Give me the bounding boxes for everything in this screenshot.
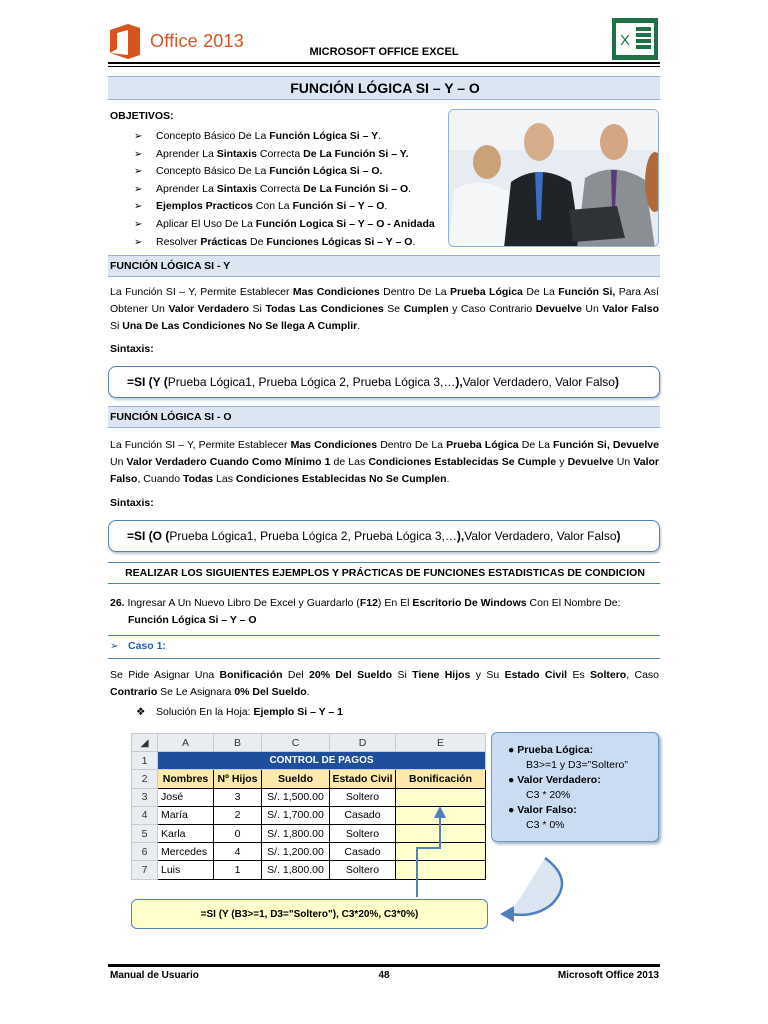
text-run: Aprender La (156, 182, 217, 195)
text-run: Bonificación (219, 669, 283, 681)
office-logo-text: Office 2013 (150, 30, 244, 51)
text-run: Devuelve (567, 456, 614, 468)
practice-heading: REALIZAR LOS SIGUIENTES EJEMPLOS Y PRÁCTICAS DE FUNCIONES ESTADISTICAS DE CONDICION (125, 567, 645, 579)
prueba-label: Prueba Lógica: (517, 744, 594, 756)
text-run: F12 (359, 597, 378, 609)
formula-box (131, 899, 488, 929)
section-title-si-y: FUNCIÓN LÓGICA SI - Y (110, 260, 231, 272)
text-run: Un (581, 303, 603, 315)
column-header[interactable]: B (214, 734, 262, 752)
text-run: . (412, 235, 416, 248)
text-run: . (378, 130, 382, 142)
text-run: Un (110, 456, 127, 468)
text-run: De La (518, 439, 554, 451)
salary-cell[interactable]: S/. 1,800.00 (262, 824, 330, 842)
falso-label: Valor Falso: (517, 804, 577, 816)
section-title-si-o: FUNCIÓN LÓGICA SI - O (110, 411, 232, 423)
salary-cell[interactable]: S/. 1,800.00 (262, 861, 330, 879)
text-run: Prueba Lógica (450, 286, 523, 298)
syntax-label-y: Sintaxis: (110, 343, 154, 355)
logic-callout (491, 732, 659, 842)
text-run: Dentro De La (379, 286, 451, 298)
header-cell[interactable]: Estado Civil (330, 770, 396, 788)
text-run: Contrario (110, 686, 158, 698)
text-run: Concepto Básico De La (156, 165, 270, 178)
text-run: Función Lógica Si – O. (269, 165, 383, 178)
column-header[interactable]: D (330, 734, 396, 752)
excel-icon-letter: X (620, 32, 631, 49)
text-run: ), (456, 529, 465, 543)
text-run: Valor Falso (110, 456, 659, 485)
text-run: Mas Condiciones (292, 286, 380, 298)
text-run: . (446, 473, 450, 485)
falso-value: C3 * 0% (526, 819, 565, 831)
formula-text: =SI (Y (B3>=1, D3="Soltero"), C3*20%, C3*0%) (200, 908, 419, 920)
text-run: y Caso Contrario (448, 303, 536, 315)
text-run: De La (522, 286, 559, 298)
text-run: La Función SI – Y, Permite Establecer (110, 439, 291, 451)
text-run: Todas Las Condiciones (265, 303, 384, 315)
text-run: Estado Civil (504, 669, 568, 681)
text-run: Devuelve (535, 303, 582, 315)
text-run: Devuelve (609, 439, 659, 451)
header-cell[interactable]: Nombres (158, 770, 214, 788)
row-header[interactable]: 6 (132, 843, 158, 861)
text-run: . (357, 320, 361, 332)
text-run: Prueba Lógica (446, 439, 519, 451)
text-run: ) En El (377, 597, 413, 609)
row-header[interactable]: 4 (132, 806, 158, 824)
name-cell[interactable]: Mercedes (158, 843, 214, 861)
text-run: , Caso (626, 669, 659, 681)
text-run: ) (616, 529, 621, 543)
civil-status-cell[interactable]: Soltero (330, 861, 396, 879)
verdadero-label: Valor Verdadero: (517, 774, 601, 786)
arrowhead-bullet-icon: ➢ (110, 640, 119, 652)
civil-status-cell[interactable]: Soltero (330, 824, 396, 842)
text-run: Una De Las Condiciones No Se llega A Cumplir (122, 320, 358, 332)
text-run: Si (110, 320, 123, 332)
column-header[interactable]: E (396, 734, 486, 752)
column-header[interactable]: A (158, 734, 214, 752)
text-run: Correcta (257, 147, 304, 160)
text-run: Del (282, 669, 310, 681)
text-run: Condiciones Establecidas No Se Cumplen (235, 473, 447, 485)
name-cell[interactable]: Luis (158, 861, 214, 879)
text-run: Con La (252, 200, 293, 213)
text-run: Función Lógica Si – Y (269, 130, 379, 142)
text-run: Cumplen (403, 303, 449, 315)
arrowhead-bullet-icon: ➢ (134, 201, 143, 213)
children-cell[interactable]: 4 (214, 843, 262, 861)
text-run: Valor Verdadero Cuando Como Mínimo 1 (126, 456, 331, 468)
text-run: 20% Del Sueldo (309, 669, 393, 681)
page-number: 48 (378, 970, 390, 981)
text-run: Ingresar A Un Nuevo Libro De Excel y Guardarlo ( (124, 597, 360, 609)
four-diamond-bullet-icon: ❖ (136, 706, 146, 718)
children-cell[interactable]: 1 (214, 861, 262, 879)
header-cell[interactable]: Bonificación (396, 770, 486, 788)
text-run: De La Función Si – Y. (303, 147, 409, 160)
text-run: La Función SI – Y, Permite Establecer (110, 286, 293, 298)
text-run: ) (614, 375, 619, 389)
row-header[interactable]: 5 (132, 824, 158, 842)
caso-1-label: Caso 1: (128, 640, 166, 652)
bullet-dot-icon: ● (508, 744, 518, 756)
text-run: Función Si, (553, 439, 610, 451)
name-cell[interactable]: José (158, 788, 214, 806)
footer-left: Manual de Usuario (110, 970, 199, 981)
text-run: =SI (O ( (127, 529, 170, 543)
text-run: Prueba Lógica1, Prueba Lógica 2, Prueba Lógica 3,… (169, 529, 457, 543)
text-run: Un (613, 456, 634, 468)
text-run: Correcta (257, 182, 304, 195)
text-run: Valor Verdadero, Valor Falso (464, 529, 617, 543)
prueba-value: B3>=1 y D3=”Soltero” (526, 759, 628, 771)
footer-rule (108, 964, 660, 967)
header-cell[interactable]: Sueldo (262, 770, 330, 788)
arrowhead-bullet-icon: ➢ (134, 148, 143, 160)
footer-right: Microsoft Office 2013 (557, 970, 659, 981)
text-run: Función Si, (558, 286, 616, 298)
salary-cell[interactable]: S/. 1,500.00 (262, 788, 330, 806)
syntax-label-o: Sintaxis: (110, 497, 154, 509)
text-run: Valor Verdadero, Valor Falso (462, 375, 615, 389)
main-title: FUNCIÓN LÓGICA SI – Y – O (290, 80, 480, 96)
text-run: Funciones Lógicas Si – Y – O (266, 235, 413, 248)
text-run: De (247, 235, 267, 248)
text-run: Valor Falso (602, 303, 659, 315)
text-run: . (306, 686, 310, 698)
verdadero-value: C3 * 20% (526, 789, 571, 801)
solution-prefix: Solución En la Hoja: (156, 706, 254, 718)
arrowhead-bullet-icon: ➢ (134, 218, 143, 230)
text-run: Valor Verdadero (168, 303, 250, 315)
text-run: Soltero (590, 669, 627, 681)
text-run: Si (249, 303, 266, 315)
salary-cell[interactable]: S/. 1,700.00 (262, 806, 330, 824)
text-run: Aprender La (156, 147, 217, 160)
bullet-dot-icon: ● (508, 774, 518, 786)
text-run: Mas Condiciones (290, 439, 378, 451)
text-run: Todas (182, 473, 214, 485)
arrowhead-bullet-icon: ➢ (134, 166, 143, 178)
text-run: Función Lógica Si – Y – O (128, 614, 257, 626)
children-cell[interactable]: 3 (214, 788, 262, 806)
solution-sheet-name: Ejemplo Si – Y – 1 (253, 706, 343, 718)
salary-cell[interactable]: S/. 1,200.00 (262, 843, 330, 861)
text-run: Resolver (156, 235, 201, 248)
arrowhead-bullet-icon: ➢ (134, 236, 143, 248)
civil-status-cell[interactable]: Casado (330, 843, 396, 861)
text-run: . (384, 200, 388, 213)
text-run: Función Logica Si – Y – O - Anidada (255, 217, 435, 230)
header-title: MICROSOFT OFFICE EXCEL (309, 46, 459, 58)
text-run: Aplicar El Uso De La (156, 217, 256, 230)
row-header[interactable]: 7 (132, 861, 158, 879)
row-header[interactable]: 3 (132, 788, 158, 806)
row-header[interactable]: 2 (132, 770, 158, 788)
text-run: 26. (110, 597, 125, 609)
text-run: . (408, 182, 412, 195)
table-title-cell[interactable]: CONTROL DE PAGOS (158, 752, 486, 770)
column-header[interactable]: C (262, 734, 330, 752)
text-run: Las (213, 473, 236, 485)
text-run: Sintaxis (216, 182, 257, 195)
text-run: Es (567, 669, 591, 681)
text-run: 0% Del Sueldo (234, 686, 307, 698)
row-header[interactable]: 1 (132, 752, 158, 770)
text-run: Ejemplos Practicos (156, 200, 253, 213)
text-run: Se (383, 303, 404, 315)
text-run: Se Le Asignara (157, 686, 235, 698)
text-run: Condiciones Establecidas Se Cumple (368, 456, 557, 468)
text-run: Escritorio De Windows (412, 597, 527, 609)
header-cell[interactable]: Nº Hijos (214, 770, 262, 788)
text-run: ), (455, 375, 463, 389)
civil-status-cell[interactable]: Casado (330, 806, 396, 824)
text-run: =SI (Y ( (127, 375, 168, 389)
text-run: de Las (330, 456, 369, 468)
text-run: Dentro De La (377, 439, 447, 451)
arrowhead-bullet-icon: ➢ (134, 131, 143, 142)
text-run: Con El Nombre De: (526, 597, 621, 609)
text-run: Para Así Obtener Un (110, 286, 659, 315)
text-run: y Su (470, 669, 505, 681)
bullet-dot-icon: ● (508, 804, 518, 816)
text-run: Prueba Lógica1, Prueba Lógica 2, Prueba Lógica 3,… (167, 375, 456, 389)
text-run: De La Función Si – O (303, 182, 409, 195)
civil-status-cell[interactable]: Soltero (330, 788, 396, 806)
text-run: Se Pide Asignar Una (110, 669, 220, 681)
arrowhead-bullet-icon: ➢ (134, 183, 143, 195)
text-run: , Cuando (137, 473, 183, 485)
text-run: Concepto Básico De La (156, 130, 270, 142)
text-run: Prácticas (200, 235, 248, 248)
text-run: y (556, 456, 568, 468)
objectives-label: OBJETIVOS: (110, 110, 174, 122)
text-run: Si (392, 669, 413, 681)
text-run: Función Si – Y – O (292, 200, 385, 213)
children-cell[interactable]: 2 (214, 806, 262, 824)
children-cell[interactable]: 0 (214, 824, 262, 842)
name-cell[interactable]: Karla (158, 824, 214, 842)
text-run: Sintaxis (216, 147, 257, 160)
name-cell[interactable]: María (158, 806, 214, 824)
text-run: Tiene Hijos (412, 669, 471, 681)
select-all-corner[interactable]: ◢ (132, 734, 158, 752)
